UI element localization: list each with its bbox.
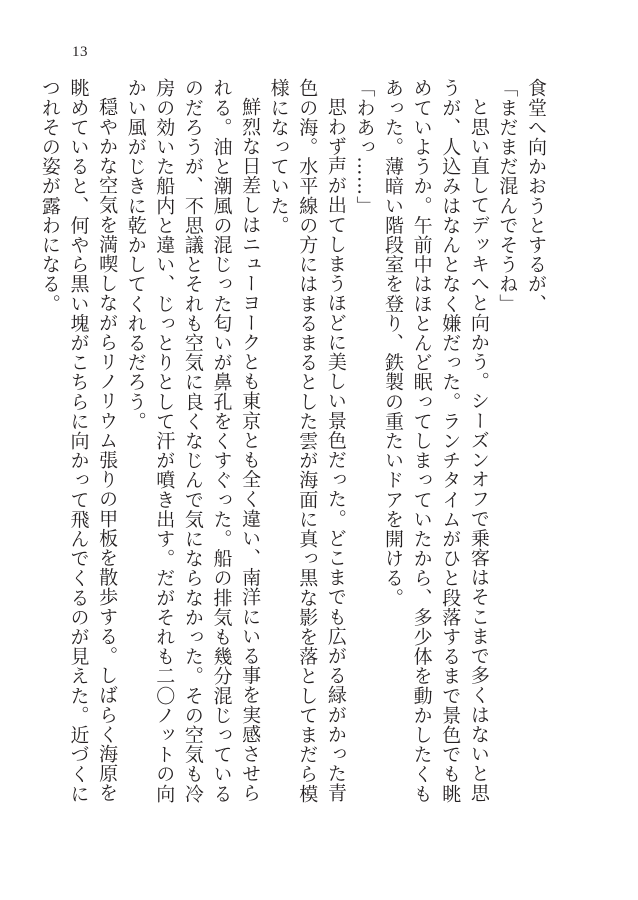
paragraph-dialogue: 「まだまだ混んでそうね」 bbox=[496, 78, 519, 314]
page-number: 13 bbox=[72, 44, 88, 60]
paragraph-narration: 穏やかな空気を満喫しながらリノリウム張りの甲板を散歩する。しばらく海原を眺めていると、何やら黒い塊がこちらに向かって飛んでくるのが見えた。近づくにつれその姿が露わになる。 bbox=[38, 78, 119, 804]
body-text bbox=[38, 78, 550, 820]
paragraph-narration: 食堂へ向かおうとするが、 bbox=[525, 78, 547, 314]
paragraph-narration: 鮮烈な日差しはニューヨークとも東京とも全く違い、南洋にいる事を実感させられる。油と潮風の混じった匂いが鼻孔をくすぐった。船の排気も幾分混じっているのだろうが、不思議とそれも空気に良くなじんで気にならなかった。その空気も冷房の効いた船内と違い、じっとりとして汗が噴き出す。だがそれも二〇ノットの向かい風がじきに乾かしてくれるだろう。 bbox=[124, 78, 262, 804]
paragraph-narration: と思い直してデッキへと向かう。シーズンオフで乗客はそこまで多くはないと思うが、人込みはなんとなく嫌だった。ランチタイムがひと段落するまで景色でも眺めていようか。午前中はほとんど眠ってしまっていたから、多少体を動かしたくもあった。薄暗い階段室を登り、鉄製の重たいドアを開ける。 bbox=[382, 78, 490, 804]
paragraph-dialogue: 「わあっ……」 bbox=[353, 78, 376, 216]
paragraph-narration: 思わず声が出てしまうほどに美しい景色だった。どこまでも広がる緑がかった青色の海。水平線の方にはまるまるとした雲が海面に真っ黒な影を落としてまだら模様になっていた。 bbox=[267, 78, 347, 804]
